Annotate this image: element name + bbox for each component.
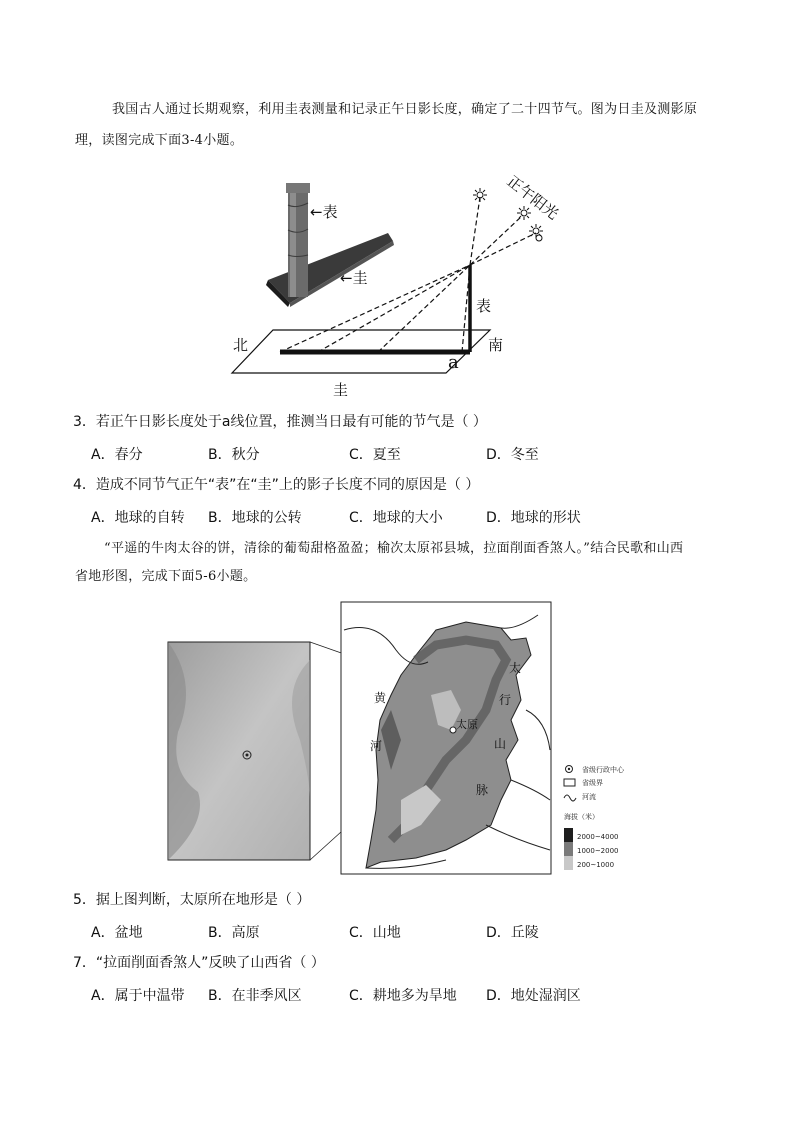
q3-option-c[interactable]: C．夏至 (349, 447, 401, 463)
intro-paragraph-1-line-2: 理，读图完成下面3-4小题。 (75, 133, 244, 148)
q5-option-c[interactable]: C．山地 (349, 925, 401, 941)
gnomon-figure (228, 171, 562, 405)
question-7-stem: 7．“拉面削面香煞人”反映了山西省（ ） (73, 955, 325, 971)
photo-gui-label: ←圭 (340, 269, 368, 287)
q5-option-b[interactable]: B．高原 (208, 925, 260, 941)
map-label-taiyuan: 太原 (456, 718, 478, 731)
q3-option-b[interactable]: B．秋分 (208, 447, 260, 463)
svg-text:1000~2000: 1000~2000 (577, 847, 619, 855)
q5-option-d[interactable]: D．丘陵 (486, 925, 539, 941)
q4-option-b[interactable]: B．地球的公转 (208, 510, 302, 526)
map-label-huang: 黄 (374, 691, 387, 705)
q7-option-b[interactable]: B．在非季风区 (208, 988, 302, 1004)
q3-option-a[interactable]: A．春分 (91, 447, 143, 463)
biao-label: 表 (476, 297, 492, 315)
map-label-tai: 太 (509, 661, 522, 675)
svg-text:省级行政中心: 省级行政中心 (582, 766, 624, 774)
svg-text:河流: 河流 (582, 793, 596, 801)
svg-text:200~1000: 200~1000 (577, 861, 615, 869)
map-label-he: 河 (370, 739, 383, 753)
q4-option-c[interactable]: C．地球的大小 (349, 510, 443, 526)
intro-paragraph-2-line-1: “平遥的牛肉太谷的饼，清徐的葡萄甜格盈盈；榆次太原祁县城，拉面削面香煞人。”结合民歌和山西 (104, 541, 684, 556)
a-label: a (448, 352, 459, 373)
q4-option-a[interactable]: A．地球的自转 (91, 510, 185, 526)
svg-text:2000~4000: 2000~4000 (577, 833, 619, 841)
south-label: 南 (488, 336, 504, 354)
question-3-stem: 3．若正午日影长度处于a线位置，推测当日最有可能的节气是（ ） (73, 414, 487, 430)
q3-option-d[interactable]: D．冬至 (486, 447, 539, 463)
q7-option-a[interactable]: A．属于中温带 (91, 988, 185, 1004)
q4-option-d[interactable]: D．地球的形状 (486, 510, 581, 526)
svg-text:海拔（米）: 海拔（米） (564, 813, 599, 821)
map-label-mai: 脉 (476, 783, 489, 797)
intro-paragraph-2-line-2: 省地形图，完成下面5-6小题。 (75, 569, 257, 584)
sunlight-label: 正午阳光 (503, 171, 562, 224)
q7-option-c[interactable]: C．耕地多为旱地 (349, 988, 457, 1004)
map-label-hang: 行 (499, 693, 512, 707)
q5-option-a[interactable]: A．盆地 (91, 925, 143, 941)
photo-biao-label: ←表 (310, 203, 338, 221)
gnomon-photo (266, 183, 394, 307)
gui-label: 圭 (333, 381, 349, 399)
question-5-stem: 5．据上图判断，太原所在地形是（ ） (73, 892, 311, 908)
shanxi-map-figure (166, 600, 636, 880)
map-label-shan: 山 (494, 737, 507, 751)
question-4-stem: 4．造成不同节气正午“表”在“圭”上的影子长度不同的原因是（ ） (73, 477, 480, 493)
north-label: 北 (233, 336, 249, 354)
map-legend (564, 765, 625, 870)
q7-option-d[interactable]: D．地处湿润区 (486, 988, 581, 1004)
intro-paragraph-1-line-1: 我国古人通过长期观察，利用圭表测量和记录正午日影长度，确定了二十四节气。图为日圭及测影原 (112, 102, 698, 117)
svg-text:省级界: 省级界 (582, 779, 603, 787)
